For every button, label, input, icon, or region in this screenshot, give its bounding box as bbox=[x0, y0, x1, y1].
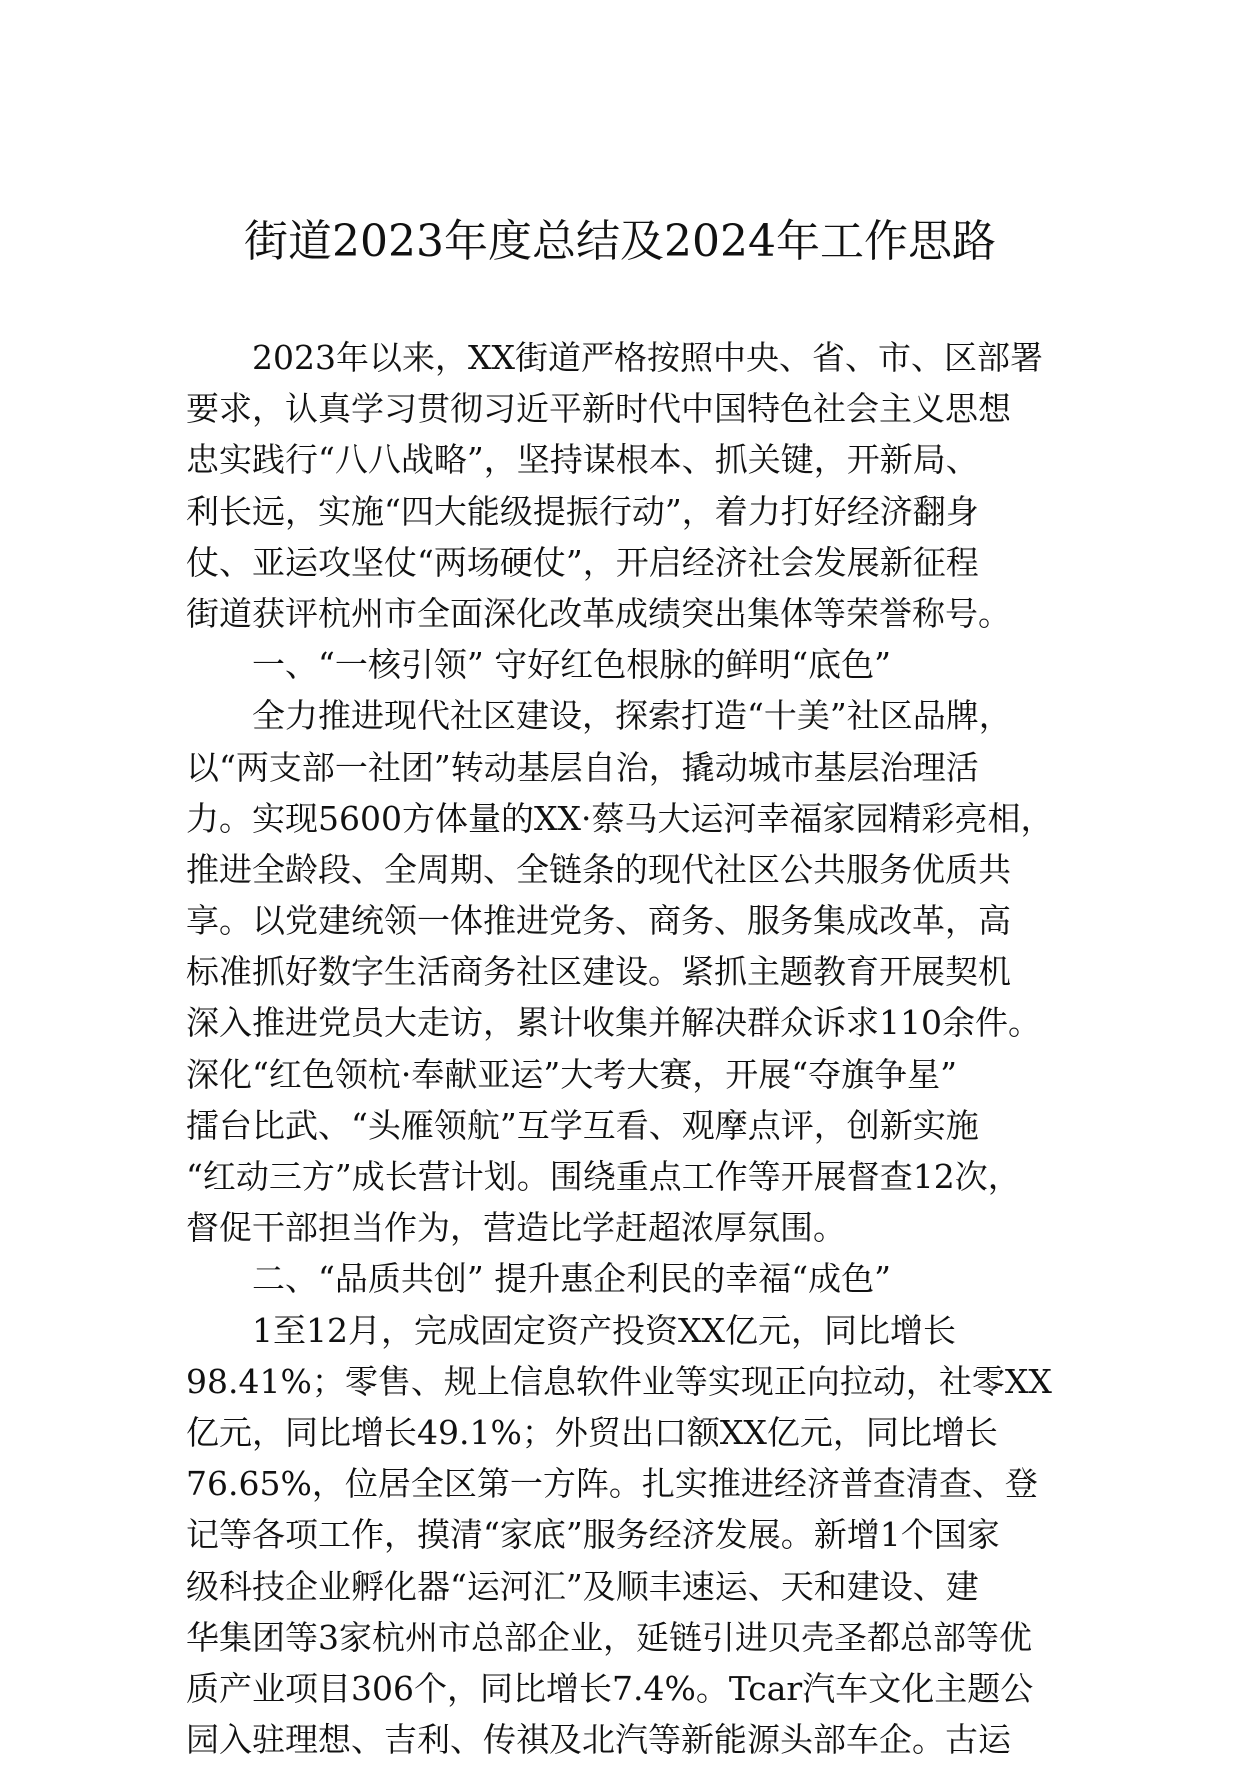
text-line: 98.41%；零售、规上信息软件业等实现正向拉动，社零XX bbox=[186, 1361, 1052, 1401]
text-line: 质产业项目306个，同比增长7.4%。Tcar汽车文化主题公 bbox=[186, 1668, 1034, 1708]
text-line: 忠实践行“八八战略”，坚持谋根本、抓关键，开新局、 bbox=[186, 440, 979, 480]
text-line: 要求，认真学习贯彻习近平新时代中国特色社会主义思想 bbox=[186, 389, 1011, 429]
text-line: 推进全龄段、全周期、全链条的现代社区公共服务优质共 bbox=[186, 849, 1011, 889]
text-line: 以“两支部一社团”转动基层自治，撬动城市基层治理活 bbox=[186, 747, 979, 787]
text-line: 深化“红色领杭·奉献亚运”大考大赛，开展“夺旗争星” bbox=[186, 1054, 957, 1094]
text-line: 2023年以来，XX街道严格按照中央、省、市、区部署 bbox=[252, 338, 1043, 377]
text-line: 1至12月，完成固定资产投资XX亿元，同比增长 bbox=[252, 1310, 956, 1350]
text-line: 级科技企业孵化器“运河汇”及顺丰速运、天和建设、建 bbox=[186, 1566, 979, 1606]
text-line: 擂台比武、“头雁领航”互学互看、观摩点评，创新实施 bbox=[186, 1105, 979, 1145]
text-line: 一、“一核引领” 守好红色根脉的鲜明“底色” bbox=[252, 645, 891, 685]
document-title: 街道2023年度总结及2024年工作思路 bbox=[244, 216, 996, 267]
text-line: 深入推进党员大走访，累计收集并解决群众诉求110余件。 bbox=[186, 1003, 1041, 1043]
text-line: 亿元，同比增长49.1%；外贸出口额XX亿元，同比增长 bbox=[186, 1412, 998, 1452]
text-line: 标准抓好数字生活商务社区建设。紧抓主题教育开展契机 bbox=[186, 952, 1011, 992]
document-body bbox=[186, 332, 1056, 1765]
text-line: 全力推进现代社区建设，探索打造“十美”社区品牌， bbox=[252, 696, 1012, 736]
text-line: 利长远，实施“四大能级提振行动”，着力打好经济翻身 bbox=[186, 491, 979, 531]
text-line: 园入驻理想、吉利、传祺及北汽等新能源头部车企。古运 bbox=[186, 1720, 1011, 1760]
text-line: “红动三方”成长营计划。围绕重点工作等开展督查12次， bbox=[186, 1157, 1021, 1196]
text-line: 仗、亚运攻坚仗“两场硬仗”，开启经济社会发展新征程 bbox=[186, 542, 979, 582]
text-line: 督促干部担当作为，营造比学赶超浓厚氛围。 bbox=[186, 1208, 846, 1248]
text-line: 华集团等3家杭州市总部企业，延链引进贝壳圣都总部等优 bbox=[186, 1617, 1032, 1657]
text-line: 二、“品质共创” 提升惠企利民的幸福“成色” bbox=[252, 1259, 891, 1299]
text-line: 街道获评杭州市全面深化改革成绩突出集体等荣誉称号。 bbox=[186, 593, 1011, 633]
text-line: 享。以党建统领一体推进党务、商务、服务集成改革，高 bbox=[186, 901, 1011, 941]
text-line: 力。实现5600方体量的XX·蔡马大运河幸福家园精彩亮相， bbox=[186, 798, 1054, 838]
text-line: 76.65%，位居全区第一方阵。扎实推进经济普查清查、登 bbox=[186, 1464, 1038, 1504]
text-line: 记等各项工作，摸清“家底”服务经济发展。新增1个国家 bbox=[186, 1515, 1000, 1555]
